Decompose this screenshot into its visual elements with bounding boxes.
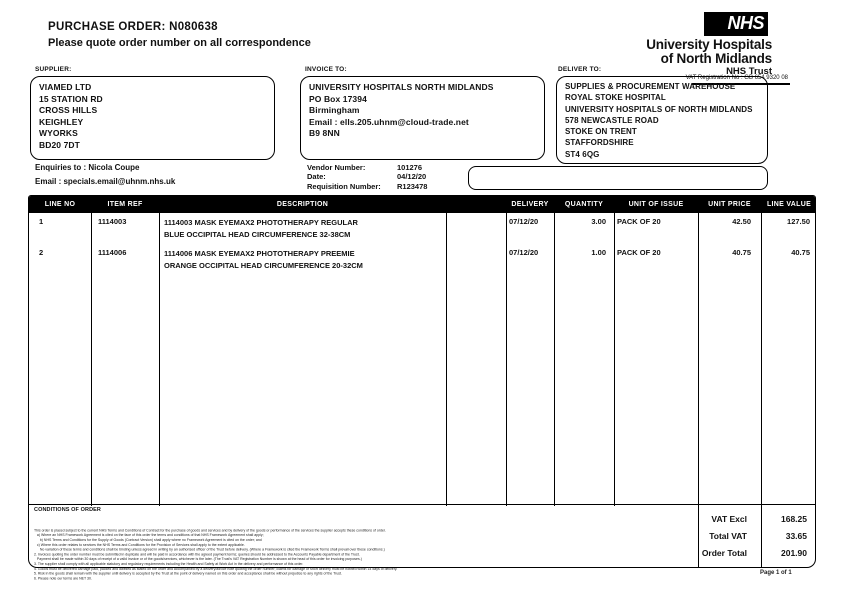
invoice-section-label: INVOICE TO: xyxy=(305,66,347,73)
conditions-line: 4. Goods must be delivered carriage paid, packed and labelled as stated on the order and accompanied by a delivery/advice note quoting the order number; claims for damage or short delivery must be notified within 14 days of delivery. xyxy=(34,567,398,571)
totals-value: 201.90 xyxy=(781,547,807,558)
order-meta-value: R123478 xyxy=(397,181,428,191)
trust-name xyxy=(646,38,772,77)
invoice-address-box xyxy=(300,76,545,160)
order-meta-value: 101276 xyxy=(397,163,423,172)
table-header-cell: LINE NO xyxy=(44,201,76,208)
cell-delivery: 07/12/20 xyxy=(509,248,539,257)
cell-item-ref: 1114003 xyxy=(98,217,127,226)
totals xyxy=(698,505,815,561)
conditions-title: CONDITIONS OF ORDER xyxy=(34,507,101,513)
conditions-text xyxy=(34,514,694,581)
cell-spacer xyxy=(446,248,506,275)
order-meta-value: 04/12/20 xyxy=(397,172,427,182)
page-title: PURCHASE ORDER: N080638 xyxy=(48,21,218,33)
conditions-line: Payment shall be made within 30 days of receipt of a valid invoice or of the goods/services, whichever is the later. (The Trust's VAT Registration Number is shown at the head of this order for invoicing purposes.) xyxy=(34,557,362,562)
supplier-address-line: WYORKS xyxy=(39,128,78,138)
supplier-address-line: BD20 7DT xyxy=(39,139,80,150)
conditions-line: b) NHS Terms and Conditions for the Supply of Goods (Contract Version) shall apply where no Framework Agreement is cited on the order; and xyxy=(34,538,262,542)
totals-value: 33.65 xyxy=(785,530,807,541)
conditions-line: 3. The supplier shall comply with all applicable statutory and regulatory requirements including the Health and Safety at Work Act in the delivery and performance of this order. xyxy=(34,562,304,566)
description-line-1: 1114003 MASK EYEMAX2 PHOTOTHERAPY REGULAR xyxy=(164,218,358,227)
conditions-line: 2. Invoices quoting the order number must be submitted in duplicate and will be paid in accordance with the agreed payment terms; queries should be addressed to the Accounts Payable department of the Trust. xyxy=(34,552,360,557)
table-header-cell: ITEM REF xyxy=(107,201,143,208)
enquiries-line: Enquiries to : Nicola Coupe xyxy=(35,163,140,172)
deliver-address-line: 578 NEWCASTLE ROAD xyxy=(565,115,659,125)
cell-line-value: 127.50 xyxy=(787,217,810,226)
cell-description xyxy=(159,217,446,244)
deliver-address-line: SUPPLIES & PROCUREMENT WAREHOUSE xyxy=(565,82,736,91)
cell-spacer xyxy=(446,217,506,244)
cell-unit-of-issue: PACK OF 20 xyxy=(617,248,661,257)
totals-row xyxy=(698,527,815,544)
cell-quantity: 1.00 xyxy=(591,248,606,257)
cell-unit-of-issue: PACK OF 20 xyxy=(617,217,661,226)
empty-notes-box xyxy=(468,166,768,190)
invoice-address-line: UNIVERSITY HOSPITALS NORTH MIDLANDS xyxy=(309,82,494,92)
totals-label: VAT Excl xyxy=(711,513,747,524)
conditions-line: 6. Please note our terms are NET 30. xyxy=(34,576,92,581)
supplier-address-box xyxy=(30,76,275,160)
table-body xyxy=(29,213,815,506)
page-number: Page 1 of 1 xyxy=(760,570,792,576)
table-header-cell: UNIT OF ISSUE xyxy=(628,201,684,208)
table-header-row xyxy=(29,196,815,213)
vat-registration: VAT Registration No : GB 654 9320 08 xyxy=(685,75,788,81)
table-header-cell: LINE VALUE xyxy=(766,201,812,208)
cell-item-ref: 1114006 xyxy=(98,248,127,257)
invoice-address-line: Email : ells.205.uhnm@cloud-trade.net xyxy=(309,116,469,127)
trust-name-line2: of North Midlands xyxy=(660,51,772,66)
totals-row xyxy=(698,510,815,527)
table-header-cell: UNIT PRICE xyxy=(708,201,751,208)
cell-unit-price: 40.75 xyxy=(732,248,751,257)
totals-row xyxy=(698,544,815,561)
description-line-2: BLUE OCCIPITAL HEAD CIRCUMFERENCE 32-38CM xyxy=(164,230,351,239)
conditions-line: a) Where an NHS Framework Agreement is cited on the face of this order the terms and conditions of that NHS Framework Agreement shall apply; xyxy=(34,533,264,538)
invoice-address-line: B9 8NN xyxy=(309,128,340,138)
order-meta-label: Date: xyxy=(307,172,326,182)
deliver-address-line: STOKE ON TRENT xyxy=(565,127,637,137)
conditions-line: This order is placed subject to the current NHS Terms and Conditions of Contract for the purchase of goods and services and by delivery of the goods or performance of the services the supplier accepts these conditions of order. xyxy=(34,528,386,533)
cell-line-no: 2 xyxy=(39,248,44,257)
table-header-cell: DELIVERY xyxy=(511,201,549,208)
cell-unit-price: 42.50 xyxy=(732,217,751,226)
supplier-address-line: CROSS HILLS xyxy=(39,105,98,115)
page-subtitle: Please quote order number on all correspondence xyxy=(48,37,311,49)
table-header-cell: QUANTITY xyxy=(564,201,604,208)
cell-delivery: 07/12/20 xyxy=(509,217,539,226)
deliver-address-box xyxy=(556,76,768,164)
cell-line-value: 40.75 xyxy=(791,248,810,257)
invoice-address-line: PO Box 17394 xyxy=(309,93,367,104)
nhs-logo: NHS xyxy=(704,12,768,36)
totals-value: 168.25 xyxy=(781,513,807,524)
trust-name-line1: University Hospitals xyxy=(646,37,772,52)
conditions-line: c) Where this order relates to services the NHS Terms and Conditions for the Provision of Services shall apply to the extent applicable. xyxy=(34,543,245,547)
trust-type: NHS Trust xyxy=(726,66,772,77)
supplier-section-label: SUPPLIER: xyxy=(35,66,72,73)
cell-quantity: 3.00 xyxy=(591,217,606,226)
deliver-address-line: ROYAL STOKE HOSPITAL xyxy=(565,93,666,103)
description-line-1: 1114006 MASK EYEMAX2 PHOTOTHERAPY PREEMIE xyxy=(164,249,355,258)
cell-description xyxy=(159,248,446,275)
supplier-address-line: 15 STATION RD xyxy=(39,93,103,104)
supplier-address-line: KEIGHLEY xyxy=(39,116,84,127)
email-line: Email : specials.email@uhnm.nhs.uk xyxy=(35,177,176,186)
totals-label: Order Total xyxy=(701,547,747,558)
invoice-address-line: Birmingham xyxy=(309,105,360,115)
conditions-line: No variation of these terms and conditions shall be binding unless agreed in writing by an authorised officer of the Trust before delivery. (Where a Framework is cited the Framework Terms shall prevail over these conditions.) xyxy=(34,548,385,552)
conditions-line: 5. Risk in the goods shall remain with the supplier until delivery is accepted by the Trust at the point of delivery named on this order and acceptance shall be without prejudice to any rights of the Trust. xyxy=(34,572,342,576)
deliver-address-line: STAFFORDSHIRE xyxy=(565,138,634,148)
cell-line-no: 1 xyxy=(39,217,44,226)
totals-label: Total VAT xyxy=(709,530,747,541)
table-header-cell: DESCRIPTION xyxy=(276,201,329,208)
description-line-2: ORANGE OCCIPITAL HEAD CIRCUMFERENCE 20-32CM xyxy=(164,261,363,270)
deliver-section-label: DELIVER TO: xyxy=(558,66,602,73)
supplier-address-line: VIAMED LTD xyxy=(39,82,92,92)
deliver-address-line: UNIVERSITY HOSPITALS OF NORTH MIDLANDS xyxy=(565,104,753,114)
order-meta-label: Requisition Number: xyxy=(307,181,381,191)
deliver-address-line: ST4 6QG xyxy=(565,149,600,159)
order-meta-label: Vendor Number: xyxy=(307,163,366,172)
